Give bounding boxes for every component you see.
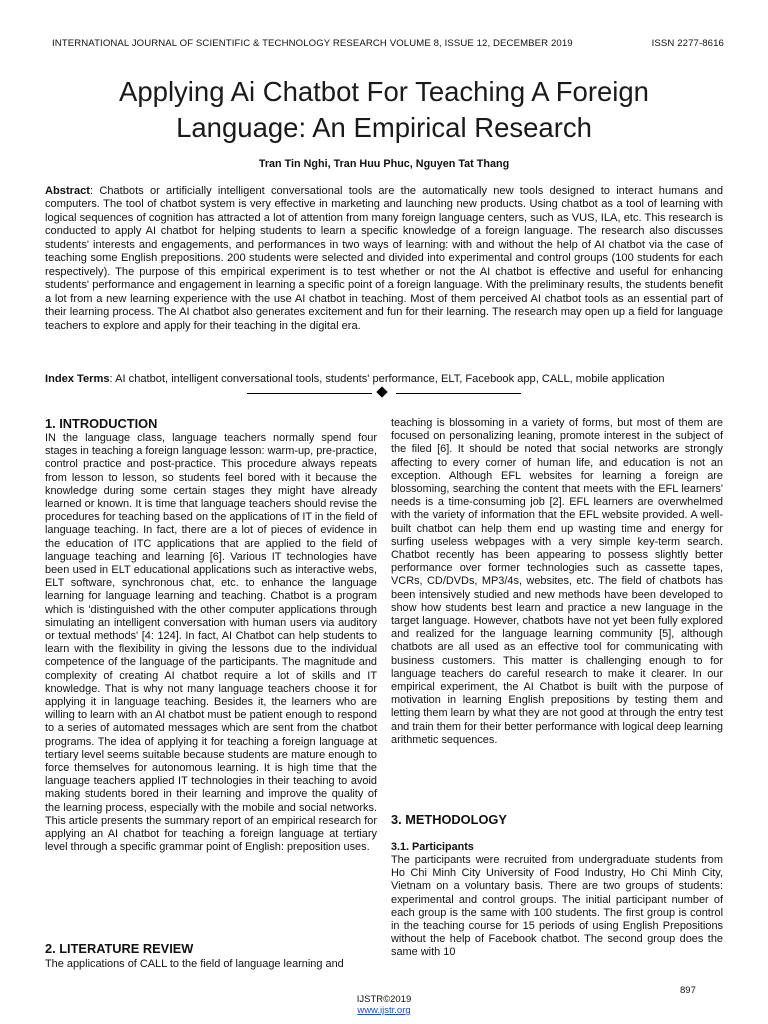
left-column bbox=[45, 416, 377, 855]
introduction-heading: 1. INTRODUCTION bbox=[45, 416, 158, 431]
divider-line-left bbox=[247, 393, 372, 394]
abstract-text: : Chatbots or artificially intelligent conversational tools are the automatically new tools designed to interact humans and computers. The tool of chatbot system is very effective in marketing and launching new products. Using chatbot as a tool of learning with logical sequences of cognition has attracted a lot of attention from many foreign language centers, such as VUS, ILA, etc. This research is conducted to apply AI chatbot for helping students to learn a specific knowledge of a foreign language. The research also discusses students' interests and engagements, and performances in two ways of learning: with and without the help of AI chatbot via the case of teaching some English prepositions. 200 students were selected and divided into experimental and control groups (100 students for each respectively). The purpose of this empirical experiment is to test whether or not the AI chatbot is effective and useful for enhancing students' performance and engagement in learning a specific point of a foreign language. With the preliminary results, the students benefit a lot from a new learning experience with the use AI chatbot in teaching. Most of them perceived AI chatbot tools as an essential part of their learning process. The AI chatbot also generates excitement and fun for their learning. The research may open up a field for language teachers to explore and apply for their teaching in the digital era. bbox=[45, 185, 723, 332]
authors: Tran Tin Nghi, Tran Huu Phuc, Nguyen Tat Thang bbox=[258, 158, 510, 170]
footer bbox=[284, 994, 484, 1016]
diamond-icon bbox=[376, 386, 387, 397]
right-column-methodology bbox=[391, 812, 723, 960]
introduction-text: IN the language class, language teachers normally spend four stages in teaching a foreign language lesson: warm-up, pre-practice, control practice and post-practice. This procedure always repeats from lesson to lesson, so students feel bored with it because the knowledge during some certain stages they might have already learned or known. It is time that language teachers should revise the procedures for teaching based on the applications of IT in the field of language teaching. In fact, there are a lot of pieces of evidence in the education of ITC applications that are applied to the field of language teaching and learning [6]. Various IT technologies have been used in ELT educational applications such as interactive webs, ELT software, synchronous chat, etc. to enhance the language learning for language learning and teaching. Chatbot is a program which is 'distinguished with the other computer applications through simulating an intelligent conversation with human users via auditory or textual methods' [4: 124]. In fact, AI Chatbot can help students to learn with the flexibility in giving the lessons due to the individual competence of the language of the participants. The magnitude and complexity of creating AI chatbot require a lot of skills and IT knowledge. That is why not many language teachers choose it for applying it in language teaching. Besides it, the learners who are willing to learn with an AI chatbot must be patient enough to respond to a series of automated messages which are sent from the chatbot programs. The idea of applying it for teaching a foreign language at tertiary level seems suitable because students are mature enough to force themselves for autonomous learning. It is high time that the language teachers applied IT technologies in their teaching to avoid making students bored in their learning and improve the quality of the learning process, especially with the mobile and social networks. This article presents the summary report of an empirical research for applying an AI chatbot for teaching a foreign language at tertiary level through a specific grammar point of English: preposition uses. bbox=[45, 432, 377, 854]
index-terms-label: Index Terms bbox=[45, 373, 110, 385]
running-header bbox=[52, 38, 724, 49]
abstract-label: Abstract bbox=[45, 185, 91, 197]
publisher: IJSTR©2019 bbox=[356, 994, 412, 1005]
title-line-2: Language: An Empirical Research bbox=[176, 112, 592, 143]
literature-review-text-start: The applications of CALL to the field of language learning and bbox=[45, 958, 344, 970]
divider-line-right bbox=[396, 393, 521, 394]
participants-heading: 3.1. Participants bbox=[391, 841, 474, 853]
title-line-1: Applying Ai Chatbot For Teaching A Foreign bbox=[119, 76, 649, 107]
participants-text: The participants were recruited from undergraduate students from Ho Chi Minh City University of Food Industry, Ho Chi Minh City, Vietnam on a voluntary basis. There are two groups of students: experimental and control groups. The initial participant number of each group is the same with 100 students. The first group is control in the teaching course for 15 periods of using English Prepositions without the help of Facebook chatbot. The second group does the same with 10 bbox=[391, 854, 723, 959]
journal-url-link[interactable]: www.ijstr.org bbox=[357, 1005, 411, 1016]
issn: ISSN 2277-8616 bbox=[651, 38, 724, 49]
literature-review-heading: 2. LITERATURE REVIEW bbox=[45, 941, 194, 956]
literature-review-text-continued: teaching is blossoming in a variety of forms, but most of them are focused on personalizing leaning, promote interest in the subject of the filed [6]. It should be noted that social networks are strongly affecting to every corner of human life, and education is not an exception. Although EFL websites for learning a foreign are blossoming, searching the content that meets with the EFL learners' needs is a time-consuming job [2]. EFL learners are overwhelmed with the variety of information that the EFL website provided. A well-built chatbot can help them end up wasting time and energy for surfing useless webpages with a very simple key-term search. Chatbot recently has been appearing to possess slightly better performance over former technologies such as cassette tapes, VCRs, CD/DVDs, MP3/4s, websites, etc. The field of chatbots has been intensively studied and new methods have been developed to show how students best learn and practice a new language in the target language. However, chatbots have not yet been fully explored and realized for the language learning community [5], although chatbots are all used as an effective tool for communicating with business customers. This matter is challenging enough to for language teachers do careful research to make it clearer. In our empirical experiment, the AI Chatbot is built with the purpose of motivation in learning English prepositions by testing them and letting them learn by what they are not good at through the entry test and train them for their better performance with logical deep learning arithmetic sequences. bbox=[391, 417, 723, 746]
page-number: 897 bbox=[680, 985, 696, 996]
paper-title bbox=[40, 74, 728, 146]
left-column-bottom bbox=[45, 941, 377, 971]
right-column bbox=[391, 417, 723, 747]
section-divider bbox=[247, 384, 521, 402]
abstract bbox=[45, 185, 723, 333]
index-terms-text: : AI chatbot, intelligent conversational tools, students' performance, ELT, Facebook app, CALL, mobile application bbox=[109, 373, 665, 385]
journal-info: INTERNATIONAL JOURNAL OF SCIENTIFIC & TECHNOLOGY RESEARCH VOLUME 8, ISSUE 12, DECEMBER 2019 bbox=[52, 38, 573, 49]
methodology-heading: 3. METHODOLOGY bbox=[391, 812, 507, 827]
